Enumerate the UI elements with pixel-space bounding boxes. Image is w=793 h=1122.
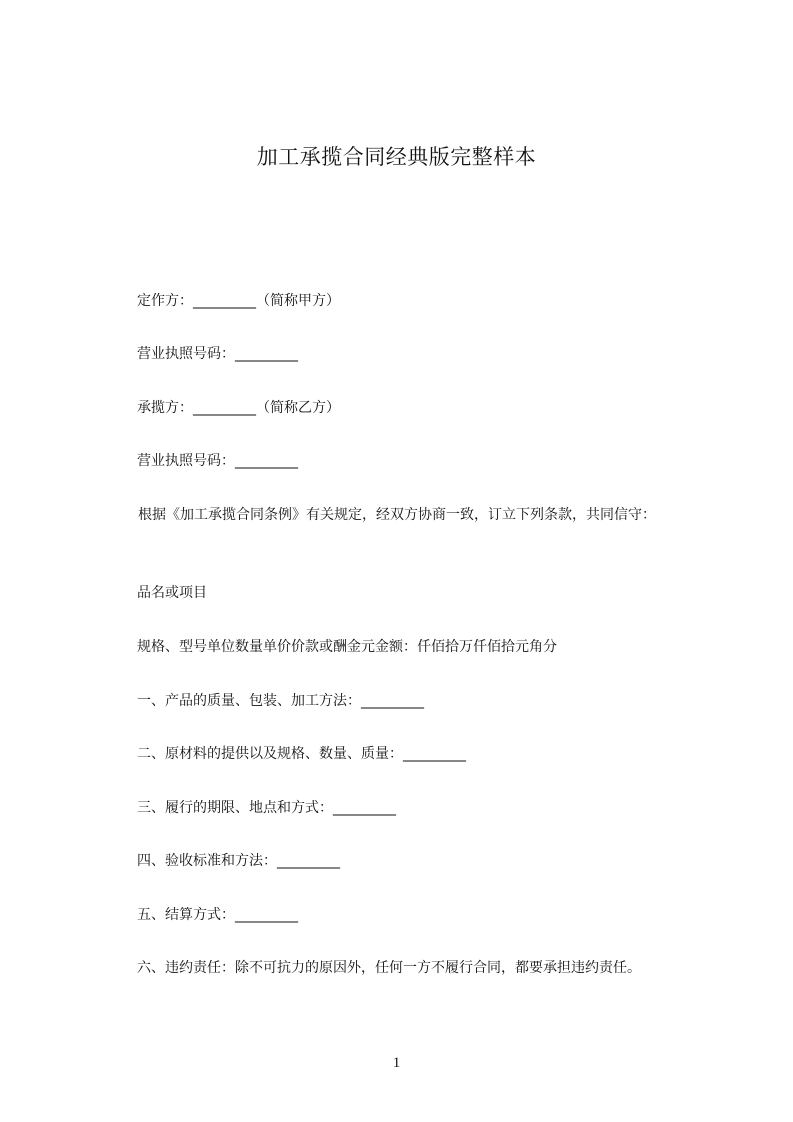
document-title: 加工承揽合同经典版完整样本 (256, 145, 537, 169)
clause-3-schedule: 三、履行的期限、地点和方式：_________ (137, 800, 396, 816)
contractor-party-line: 承揽方：_________（简称乙方） (137, 400, 340, 416)
item-product-name: 品名或项目 (137, 585, 207, 601)
item-specification: 规格、型号单位数量单价价款或酬金元金额：仟佰拾万仟佰拾元角分 (137, 639, 557, 655)
contractor-license-line: 营业执照号码：_________ (137, 453, 298, 469)
clause-2-materials: 二、原材料的提供以及规格、数量、质量：_________ (137, 746, 466, 762)
clause-5-settlement: 五、结算方式：_________ (137, 907, 298, 923)
page-number: 1 (392, 1055, 401, 1071)
clause-1-quality: 一、产品的质量、包装、加工方法：_________ (137, 693, 424, 709)
clause-4-acceptance: 四、验收标准和方法：_________ (137, 853, 340, 869)
intro-paragraph: 根据《加工承揽合同条例》有关规定，经双方协商一致，订立下列条款，共同信守： (138, 507, 656, 523)
client-party-line: 定作方：_________（简称甲方） (137, 293, 340, 309)
client-license-line: 营业执照号码：_________ (137, 346, 298, 362)
clause-6-liability: 六、违约责任：除不可抗力的原因外，任何一方不履行合同，都要承担违约责任。 (137, 960, 641, 976)
